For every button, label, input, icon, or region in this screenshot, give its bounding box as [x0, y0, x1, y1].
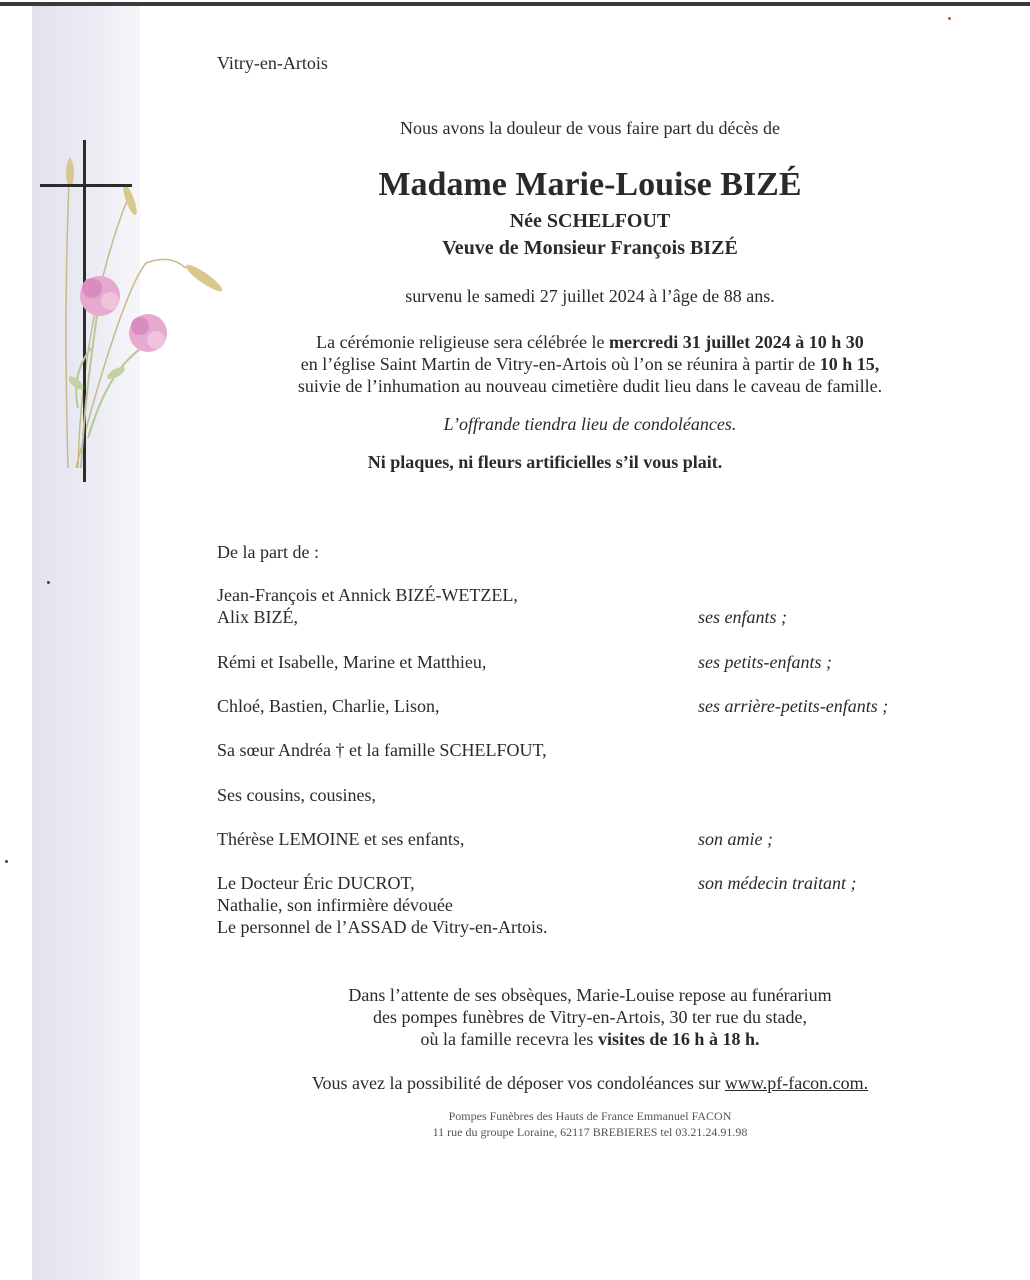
- footer-address: 11 rue du groupe Loraine, 62117 BREBIERES tel 03.21.24.91.98: [432, 1125, 748, 1139]
- family-line: Le personnel de l’ASSAD de Vitry-en-Artois.: [217, 917, 548, 937]
- widow-of: Veuve de Monsieur François BIZÉ: [442, 237, 738, 259]
- top-border: [0, 2, 1030, 6]
- no-plaques-note: Ni plaques, ni fleurs artificielles s’il vous plait.: [367, 452, 723, 472]
- ceremony-line-3: suivie de l’inhumation au nouveau cimetière dudit lieu dans le caveau de famille.: [297, 376, 883, 396]
- cross-flowers-illustration: [36, 138, 236, 488]
- family-relation: ses arrière-petits-enfants ;: [698, 696, 889, 716]
- visits-line-1: Dans l’attente de ses obsèques, Marie-Louise repose au funérarium: [348, 985, 832, 1005]
- scan-speck: [948, 17, 951, 20]
- birth-name: Née SCHELFOUT: [509, 210, 671, 232]
- family-line: Sa sœur Andréa † et la famille SCHELFOUT,: [217, 740, 547, 760]
- family-relation: ses petits-enfants ;: [698, 652, 832, 672]
- family-relation: son amie ;: [698, 829, 773, 849]
- family-line: Alix BIZÉ,: [217, 607, 298, 627]
- cross-icon: [40, 140, 132, 482]
- offering-note: L’offrande tiendra lieu de condoléances.: [443, 414, 737, 434]
- family-line: Thérèse LEMOINE et ses enfants,: [217, 829, 465, 849]
- ceremony-line-1: La cérémonie religieuse sera célébrée le mercredi 31 juillet 2024 à 10 h 30: [316, 332, 864, 352]
- visits-line-3: où la famille recevra les visites de 16 h à 18 h.: [420, 1029, 760, 1049]
- condolences-link[interactable]: www.pf-facon.com.: [724, 1073, 869, 1093]
- family-line: Le Docteur Éric DUCROT,: [217, 873, 415, 893]
- footer-company: Pompes Funèbres des Hauts de France Emmanuel FACON: [448, 1109, 732, 1123]
- ceremony-line-2: en l’église Saint Martin de Vitry-en-Artois où l’on se réunira à partir de 10 h 15,: [300, 354, 880, 374]
- family-line: Nathalie, son infirmière dévouée: [217, 895, 453, 915]
- family-relation: son médecin traitant ;: [698, 873, 857, 893]
- family-intro: De la part de :: [217, 542, 319, 562]
- intro-text: Nous avons la douleur de vous faire part du décès de: [400, 118, 780, 138]
- family-line: Chloé, Bastien, Charlie, Lison,: [217, 696, 440, 716]
- visits-line-2: des pompes funèbres de Vitry-en-Artois, 30 ter rue du stade,: [373, 1007, 807, 1027]
- family-relation: ses enfants ;: [698, 607, 787, 627]
- death-date: survenu le samedi 27 juillet 2024 à l’âge de 88 ans.: [405, 286, 775, 306]
- condolences-line: Vous avez la possibilité de déposer vos condoléances sur www.pf-facon.com.: [311, 1073, 869, 1093]
- family-line: Jean-François et Annick BIZÉ-WETZEL,: [217, 585, 518, 605]
- deceased-name: Madame Marie-Louise BIZÉ: [378, 166, 802, 203]
- town-name: Vitry-en-Artois: [217, 53, 328, 73]
- scan-speck: [5, 860, 8, 863]
- scan-speck: [47, 581, 50, 584]
- family-line: Rémi et Isabelle, Marine et Matthieu,: [217, 652, 487, 672]
- family-line: Ses cousins, cousines,: [217, 785, 376, 805]
